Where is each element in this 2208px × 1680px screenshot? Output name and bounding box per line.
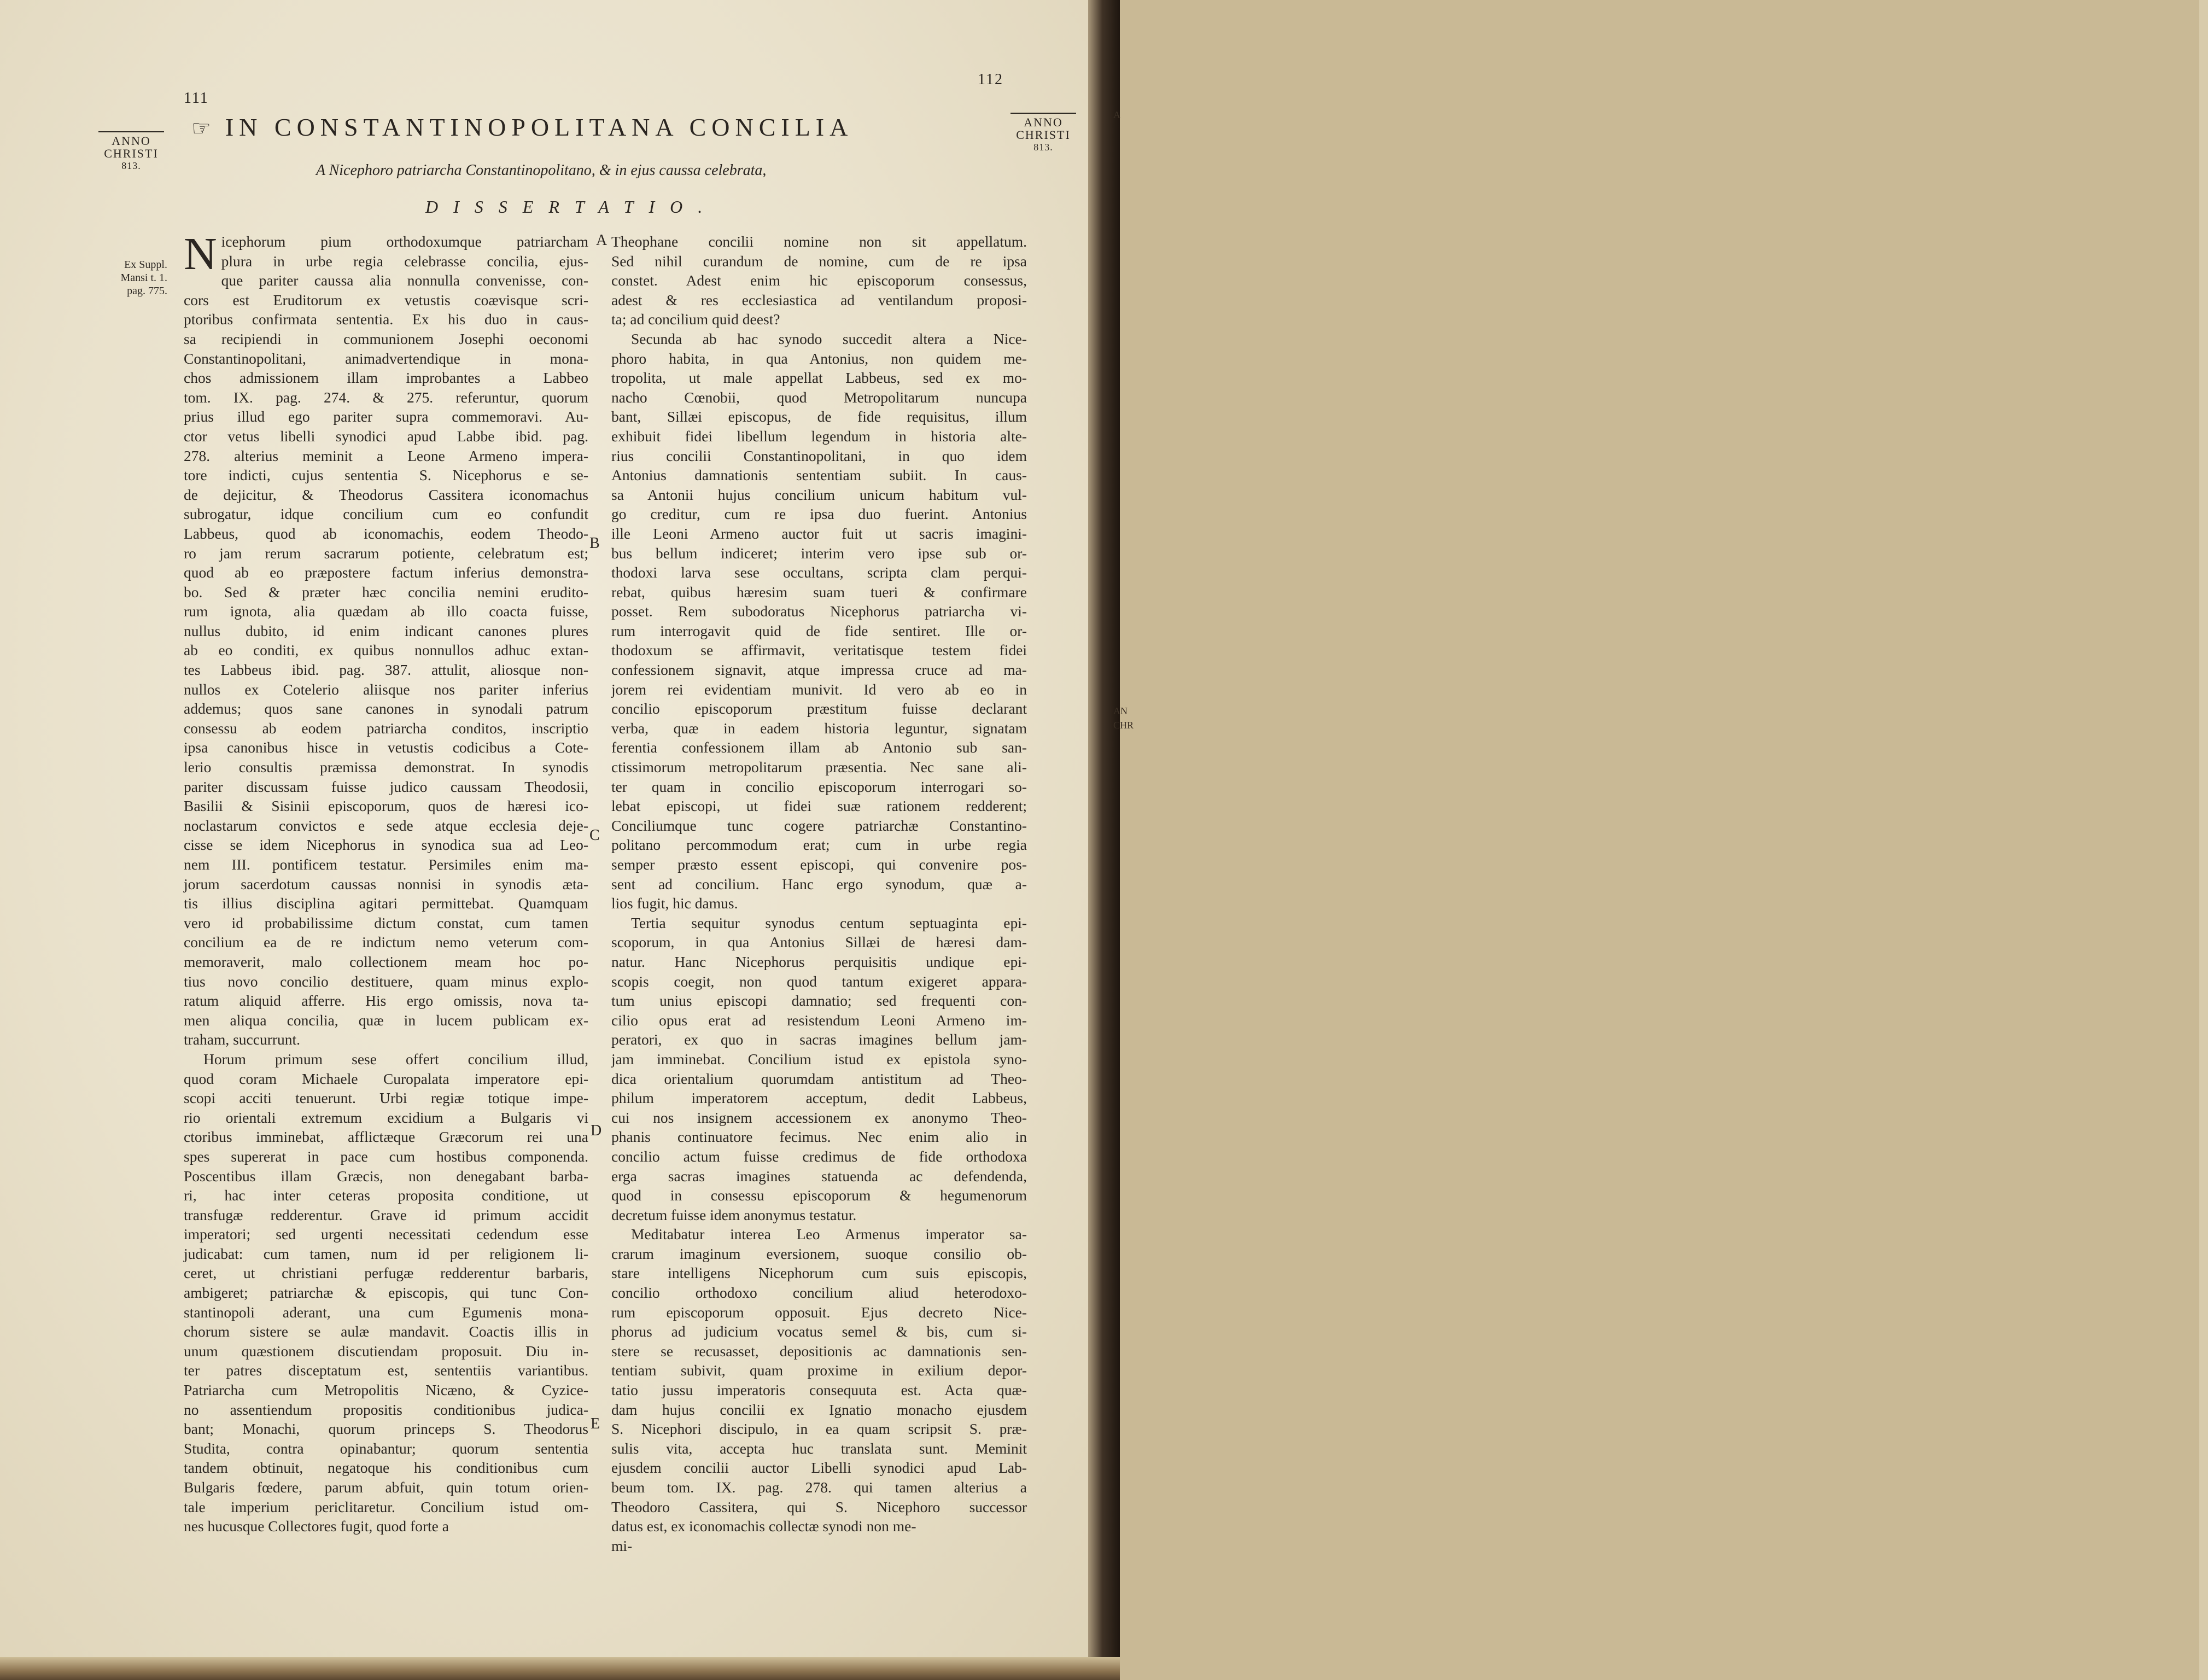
text-line: ceret, ut christiani perfugæ redderentur barbaris, bbox=[184, 1264, 588, 1282]
text-line: tum unius episcopi damnatio; sed frequenti con- bbox=[611, 992, 1027, 1010]
section-letter-a: A bbox=[596, 232, 608, 249]
text-line: judicabat: cum tamen, num id per religionem li- bbox=[184, 1245, 588, 1262]
text-line: Meditabatur interea Leo Armenus imperator sa- bbox=[631, 1226, 1027, 1243]
text-line: tius novo concilio destituere, quam minus explo- bbox=[184, 972, 588, 990]
bleed-through-text: A bbox=[1113, 109, 1120, 120]
anno-christi-right bbox=[1010, 113, 1076, 154]
text-line: ambigeret; patriarchæ & episcopis, qui tunc Con- bbox=[184, 1284, 588, 1302]
right-column bbox=[611, 232, 1027, 1555]
text-line: tandem obtinuit, negatoque his conditionibus cum bbox=[184, 1459, 588, 1477]
text-line: dam hujus concilii ex Ignatio monacho ejusdem bbox=[611, 1401, 1027, 1418]
text-line: Bulgaris fœdere, parum abfuit, quin totum orien- bbox=[184, 1479, 588, 1496]
text-line: go creditur, cum re ipsa duo fuerint. Antonius bbox=[611, 505, 1027, 523]
text-line: imperatori; sed urgenti necessitati cedendum esse bbox=[184, 1226, 588, 1243]
text-line: men aliqua concilia, quæ in lucem publicam ex- bbox=[184, 1011, 588, 1029]
text-line: tom. IX. pag. 274. & 275. referuntur, quorum bbox=[184, 388, 588, 406]
text-line: subrogatur, idque concilium cum eo confundit bbox=[184, 505, 588, 523]
anno-christi-left bbox=[98, 131, 164, 172]
text-line: stantinopoli aderant, una cum Egumenis mona- bbox=[184, 1303, 588, 1321]
text-line: tropolita, ut male appellat Labbeus, sed ex mo- bbox=[611, 369, 1027, 387]
text-line: tis illius disciplina agitari permittebat. Quamquam bbox=[184, 895, 588, 912]
text-line: quod coram Michaele Curopalata imperatore epi- bbox=[184, 1070, 588, 1087]
text-line: sent ad concilium. Hanc ergo synodum, quæ a- bbox=[611, 875, 1027, 892]
text-line: ptoribus confirmata sententia. Ex his duo in caus- bbox=[184, 311, 588, 328]
text-line: bus bellum indiceret; interim vero ipse sub or- bbox=[611, 544, 1027, 562]
text-line: Tertia sequitur synodus centum septuaginta epi- bbox=[631, 914, 1027, 931]
bleed-through-text: AN bbox=[1113, 705, 1128, 716]
text-line: Poscentibus illam Græcis, non denegabant barba- bbox=[184, 1167, 588, 1185]
text-line: rum episcoporum opposuit. Ejus decreto Nice- bbox=[611, 1303, 1027, 1321]
text-line: spes supererat in pace cum hostibus componenda. bbox=[184, 1147, 588, 1165]
text-line: traham, succurrunt. bbox=[184, 1031, 301, 1048]
text-line: stare intelligens Nicephorum cum suis episcopis, bbox=[611, 1264, 1027, 1282]
text-line: que pariter caussa alia nonnulla convenisse, con- bbox=[221, 272, 588, 289]
text-line: beum tom. IX. pag. 278. qui tamen alterius a bbox=[611, 1479, 1027, 1496]
christi-label: CHRISTI bbox=[104, 147, 159, 160]
year-label: 813. bbox=[1033, 142, 1053, 153]
text-line: ter quam in concilio episcoporum interrogari so- bbox=[611, 778, 1027, 795]
text-line: jorem rei evidentiam munivit. Id vero ab eo in bbox=[611, 680, 1027, 698]
text-line: Conciliumque tunc cogere patriarchæ Constantino- bbox=[611, 816, 1027, 834]
text-line: quod in consessu episcoporum & hegumenorum bbox=[611, 1187, 1027, 1204]
text-line: S. Nicephori discipulo, in ea quam scripsit S. præ- bbox=[611, 1420, 1027, 1438]
text-line: rio orientali extremum excidium a Bulgaris vi bbox=[184, 1109, 588, 1126]
text-line: bo. Sed & præter hæc concilia nemini erudito- bbox=[184, 583, 588, 600]
text-line: nacho Cœnobii, quod Metropolitarum nuncupa bbox=[611, 388, 1027, 406]
drop-cap: N bbox=[184, 229, 217, 279]
text-line: jam imminebat. Concilium istud ex epistola syno- bbox=[611, 1050, 1027, 1068]
text-line: ferentia confessionem illam ab Antonio sub san- bbox=[611, 739, 1027, 756]
section-letter-b: B bbox=[589, 535, 600, 552]
text-line: ri, hac inter ceteras proposita conditione, ut bbox=[184, 1187, 588, 1204]
christi-label: CHRISTI bbox=[1016, 128, 1071, 142]
text-line: Antonius damnationis sententiam subiit. In caus- bbox=[611, 466, 1027, 484]
text-line: tatio jussu imperatoris consequuta est. Acta quæ- bbox=[611, 1381, 1027, 1399]
text-line: datus est, ex iconomachis collectæ synodi non me- bbox=[611, 1518, 916, 1535]
text-line: phoro habita, in qua Antonius, non quidem me- bbox=[611, 349, 1027, 367]
next-leaf-edge bbox=[2199, 0, 2208, 1680]
text-line: bant, Sillæi episcopus, de fide requisitus, illum bbox=[611, 408, 1027, 425]
text-line: lios fugit, hic damus. bbox=[611, 895, 738, 912]
text-line: ab eo conditi, ex quibus nonnullos adhuc extan- bbox=[184, 641, 588, 659]
text-line: memoraverit, malo collectionem meam hoc po- bbox=[184, 953, 588, 970]
text-line: cilio opus erat ad resistendum Leoni Armeno im- bbox=[611, 1011, 1027, 1029]
text-line: ejusdem concilii auctor Libelli synodici apud Lab- bbox=[611, 1459, 1027, 1477]
page-title bbox=[191, 113, 1001, 142]
text-line: addemus; quos sane canones in synodali patrum bbox=[184, 700, 588, 718]
text-line: concilium ea de re indictum nemo veterum com- bbox=[184, 934, 588, 951]
text-line: concilio actum fuisse credimus de fide orthodoxa bbox=[611, 1147, 1027, 1165]
text-line: ctor vetus libelli synodici apud Labbe ibid. pag. bbox=[184, 427, 588, 445]
text-line: sa recipiendi in communionem Josephi oeconomi bbox=[184, 330, 588, 347]
text-line: erga sacras imagines statuenda ac defendenda, bbox=[611, 1167, 1027, 1185]
page-number-right: 112 bbox=[978, 71, 1003, 88]
text-line: posset. Rem subodoratus Nicephorus patriarcha vi- bbox=[611, 603, 1027, 620]
text-line: ter patres disceptatum est, sententiis variantibus. bbox=[184, 1362, 588, 1379]
text-line: 278. alterius meminit a Leone Armeno impera- bbox=[184, 447, 588, 464]
text-line: semper præsto essent episcopi, qui convenire pos- bbox=[611, 856, 1027, 873]
text-line: ctissimorum metropolitarum præsentia. Nec sane ali- bbox=[611, 759, 1027, 776]
section-letter-c: C bbox=[589, 827, 600, 844]
margin-note-line: Ex Suppl. bbox=[124, 259, 167, 271]
text-line: tentiam subivit, quam proxime in exilium depor- bbox=[611, 1362, 1027, 1379]
text-line: nullos ex Cotelerio aliisque nos pariter inferius bbox=[184, 680, 588, 698]
text-line: phorus ad judicium vocatus semel & bis, cum si- bbox=[611, 1323, 1027, 1340]
text-line: tale imperium periclitaretur. Concilium istud om- bbox=[184, 1498, 588, 1515]
text-line: Theophane concilii nomine non sit appellatum. bbox=[611, 233, 1027, 250]
text-line: pariter discussam fuisse judico caussam Theodosii, bbox=[184, 778, 588, 795]
text-line: de dejicitur, & Theodorus Cassitera iconomachus bbox=[184, 486, 588, 503]
title-text: IN CONSTANTINOPOLITANA CONCILIA bbox=[225, 113, 854, 141]
margin-note-line: Mansi t. 1. bbox=[120, 272, 167, 284]
text-line: philum imperatorem acceptum, dedit Labbeus, bbox=[611, 1089, 1027, 1107]
text-line: thodoxum se affirmavit, veritatisque testem fidei bbox=[611, 641, 1027, 659]
text-line: Basilii & Sisinii episcoporum, quos de hæresi ico- bbox=[184, 797, 588, 815]
anno-label: ANNO bbox=[112, 134, 151, 148]
text-line: consessu ab eodem patriarcha conditos, inscriptio bbox=[184, 719, 588, 737]
text-line: lerio consultis præmissa demonstrat. In synodis bbox=[184, 759, 588, 776]
text-line: Studita, contra opinabantur; quorum sententia bbox=[184, 1439, 588, 1457]
text-line: ta; ad concilium quid deest? bbox=[611, 311, 780, 328]
text-line: cui nos insignem accessionem ex anonymo Theo- bbox=[611, 1109, 1027, 1126]
text-line: Secunda ab hac synodo succedit altera a Nice- bbox=[631, 330, 1027, 347]
text-line: Horum primum sese offert concilium illud, bbox=[203, 1050, 588, 1068]
section-letter-d: D bbox=[591, 1122, 602, 1139]
text-line: concilio orthodoxo concilium aliud heterodoxo- bbox=[611, 1284, 1027, 1302]
text-line: ctoribus imminebat, afflictæque Græcorum rei una bbox=[184, 1128, 588, 1146]
anno-label: ANNO bbox=[1024, 115, 1063, 129]
bleed-through-text: CHR bbox=[1113, 720, 1134, 731]
book-binding bbox=[1088, 0, 1120, 1680]
text-line: rum ignota, alia quædam ab illo coacta fuisse, bbox=[184, 603, 588, 620]
page-number-left: 111 bbox=[184, 90, 209, 107]
text-line: Labbeus, quod ab iconomachis, eodem Theodo- bbox=[184, 524, 588, 542]
text-line: decretum fuisse idem anonymus testatur. bbox=[611, 1206, 857, 1223]
text-line: unum quæstionem discutiendam proposuit. Diu in- bbox=[184, 1342, 588, 1360]
text-line: ipsa canonibus hisce in vetustis codicibus a Cote- bbox=[184, 739, 588, 756]
text-line: adest & res ecclesiastica ad ventilandum proposi- bbox=[611, 291, 1027, 308]
text-line: rum interrogavit quid de fide sentiret. Ille or- bbox=[611, 622, 1027, 639]
margin-note bbox=[96, 258, 167, 298]
text-line: noclastarum convictos e sede atque ecclesia deje- bbox=[184, 816, 588, 834]
text-line: no assentiendum propositis conditionibus judica- bbox=[184, 1401, 588, 1418]
text-line: Constantinopolitani, animadvertendique in mona- bbox=[184, 349, 588, 367]
left-column bbox=[184, 229, 588, 1536]
text-line: rebat, quibus hæresim suam tueri & confirmare bbox=[611, 583, 1027, 600]
text-line: stere se recusasset, depositionis ac damnationis sen- bbox=[611, 1342, 1027, 1360]
text-line: mi- bbox=[611, 1537, 633, 1554]
text-line: nem III. pontificem testatur. Persimiles enim ma- bbox=[184, 856, 588, 873]
margin-note-line: pag. 775. bbox=[127, 285, 167, 297]
text-line: nullus dubito, id enim indicant canones plures bbox=[184, 622, 588, 639]
text-line: scoporum, in qua Antonius Sillæi de hæresi dam- bbox=[611, 934, 1027, 951]
text-line: ille Leoni Armeno auctor fuit ut sacris imagini- bbox=[611, 524, 1027, 542]
text-line: ratum aliquid afferre. His ergo omissis, nova ta- bbox=[184, 992, 588, 1010]
text-line: peratori, ex quo in sacras imagines bellum jam- bbox=[611, 1031, 1027, 1048]
text-line: prius illud ego pariter supra commemoravi. Au- bbox=[184, 408, 588, 425]
text-line: phanis continuatore fecimus. Nec enim alio in bbox=[611, 1128, 1027, 1146]
text-line: tore indicti, cujus sententia S. Nicephorus e se- bbox=[184, 466, 588, 484]
text-line: ro jam rerum sacrarum potiente, celebratum est; bbox=[184, 544, 588, 562]
text-line: sulis vita, accepta huc translata sunt. Meminit bbox=[611, 1439, 1027, 1457]
text-line: cisse se idem Nicephorus in synodica sua ad Leo- bbox=[184, 836, 588, 854]
text-line: rius concilii Constantinopolitani, in quo idem bbox=[611, 447, 1027, 464]
text-line: politano percommodum erat; cum in urbe regia bbox=[611, 836, 1027, 854]
text-line: confessionem signavit, atque impressa cruce ad ma- bbox=[611, 661, 1027, 679]
text-line: sa Antonii hujus concilium unicum habitum vul- bbox=[611, 486, 1027, 503]
text-line: Sed nihil curandum de nomine, cum de re ipsa bbox=[611, 252, 1027, 270]
pointing-hand-icon: ☞ bbox=[191, 116, 211, 141]
text-line: bant; Monachi, quorum princeps S. Theodorus bbox=[184, 1420, 588, 1438]
text-line: jorum sacerdotum caussas nonnisi in synodis æta- bbox=[184, 875, 588, 892]
text-line: exhibuit fidei libellum legendum in historia alte- bbox=[611, 427, 1027, 445]
text-line: dica orientalium quorumdam antistitum ad Theo- bbox=[611, 1070, 1027, 1087]
text-line: concilio episcoporum præstitum fuisse declarant bbox=[611, 700, 1027, 718]
text-line: quod ab eo præpostere factum inferius demonstra- bbox=[184, 564, 588, 581]
text-line: scopi acciti tenuerunt. Urbi regiæ totique impe- bbox=[184, 1089, 588, 1107]
text-line: vero id probabilissime dictum constat, cum tamen bbox=[184, 914, 588, 931]
text-line: plura in urbe regia celebrasse concilia, ejus- bbox=[221, 252, 588, 270]
text-line: tes Labbeus ibid. pag. 387. attulit, aliosque non- bbox=[184, 661, 588, 679]
text-line: natur. Hanc Nicephorus perquisitis undique epi- bbox=[611, 953, 1027, 970]
text-line: nes hucusque Collectores fugit, quod forte a bbox=[184, 1518, 449, 1535]
text-line: crarum imaginum eversionem, suoque consilio ob- bbox=[611, 1245, 1027, 1262]
text-line: thodoxi larva sese occultans, scripta clam perqui- bbox=[611, 564, 1027, 581]
text-line: icephorum pium orthodoxumque patriarcham bbox=[221, 233, 588, 250]
text-line: chos admissionem illam improbantes a Labbeo bbox=[184, 369, 588, 387]
text-line: Theodoro Cassitera, qui S. Nicephoro successor bbox=[611, 1498, 1027, 1515]
text-line: scopis coegit, non quod tantum exigeret appara- bbox=[611, 972, 1027, 990]
page-bottom-edge bbox=[0, 1657, 1120, 1680]
text-line: constet. Adest enim hic episcoporum consessus, bbox=[611, 272, 1027, 289]
year-label: 813. bbox=[121, 160, 141, 171]
text-line: chorum sistere se aulæ mandavit. Coactis illis in bbox=[184, 1323, 588, 1340]
page-subtitle: A Nicephoro patriarcha Constantinopolitano, & in ejus caussa celebrata, bbox=[316, 162, 767, 179]
text-line: transfugæ redderentur. Grave id primum accidit bbox=[184, 1206, 588, 1223]
text-line: verba, quæ in eadem historia leguntur, signatam bbox=[611, 719, 1027, 737]
text-line: Patriarcha cum Metropolitis Nicæno, & Cyzice- bbox=[184, 1381, 588, 1399]
section-letter-e: E bbox=[591, 1415, 600, 1432]
text-line: lebat episcopi, ut fidei suæ rationem redderent; bbox=[611, 797, 1027, 815]
text-line: cors est Eruditorum ex vetustis coævisque scri- bbox=[184, 291, 588, 308]
section-heading: DISSERTATIO. bbox=[425, 197, 718, 217]
